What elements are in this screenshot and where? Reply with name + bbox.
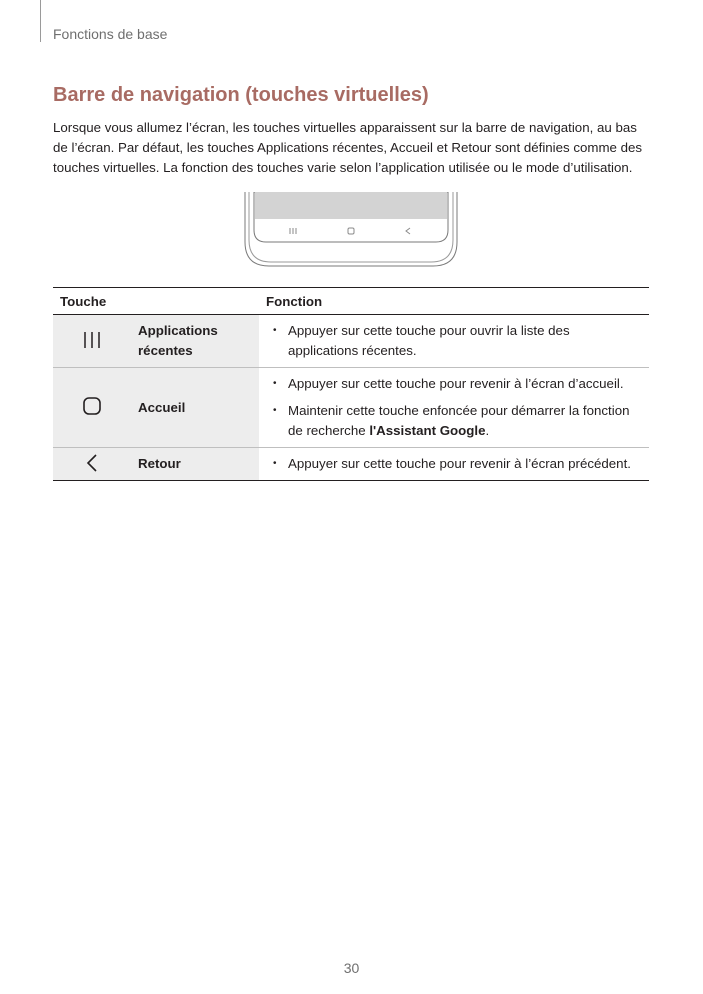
- function-item: • Appuyer sur cette touche pour ouvrir la liste des applications récentes.: [271, 321, 643, 361]
- key-function: [259, 315, 649, 368]
- intro-paragraph: Lorsque vous allumez l’écran, les touches virtuelles apparaissent sur la barre de navigation, au bas de l’écran. Par défaut, les touches Applications récentes, Accueil et Retour sont définies comme des touches virtuelles. La fonction des touches varie selon l’application utilisée ou le mode d’utilisation.: [53, 120, 643, 175]
- function-text-end: .: [485, 423, 490, 438]
- key-icon-cell: [53, 368, 131, 448]
- key-icon-cell: [53, 448, 131, 481]
- function-item: • Appuyer sur cette touche pour revenir à l’écran d’accueil.: [271, 374, 643, 394]
- function-item: [271, 401, 643, 441]
- key-name: Applications récentes: [131, 315, 259, 368]
- key-function: [259, 448, 649, 481]
- home-icon: [82, 396, 102, 416]
- column-header-function: Fonction: [259, 288, 649, 315]
- assistant-google-label: l'Assistant Google: [369, 423, 486, 438]
- function-text: Maintenir cette touche enfoncée pour démarrer la fonction de recherche: [288, 403, 630, 438]
- key-name: Retour: [131, 448, 259, 481]
- key-name: Accueil: [131, 368, 259, 448]
- navigation-keys-table: [53, 287, 649, 481]
- recent-apps-icon: [82, 330, 102, 350]
- key-icon-cell: [53, 315, 131, 368]
- function-item: • Appuyer sur cette touche pour revenir à l’écran précédent.: [271, 454, 643, 474]
- section-header: Fonctions de base: [53, 26, 168, 42]
- table-row: [53, 315, 649, 368]
- table-row: [53, 368, 649, 448]
- table-header-row: [53, 288, 649, 315]
- page-number: 30: [343, 960, 360, 976]
- phone-navigation-bar-illustration: [244, 192, 458, 268]
- page-title: Barre de navigation (touches virtuelles): [53, 84, 429, 106]
- header-rule: [40, 0, 41, 42]
- column-header-key: Touche: [53, 288, 259, 315]
- key-function: [259, 368, 649, 448]
- back-icon: [82, 453, 102, 473]
- table-row: [53, 448, 649, 481]
